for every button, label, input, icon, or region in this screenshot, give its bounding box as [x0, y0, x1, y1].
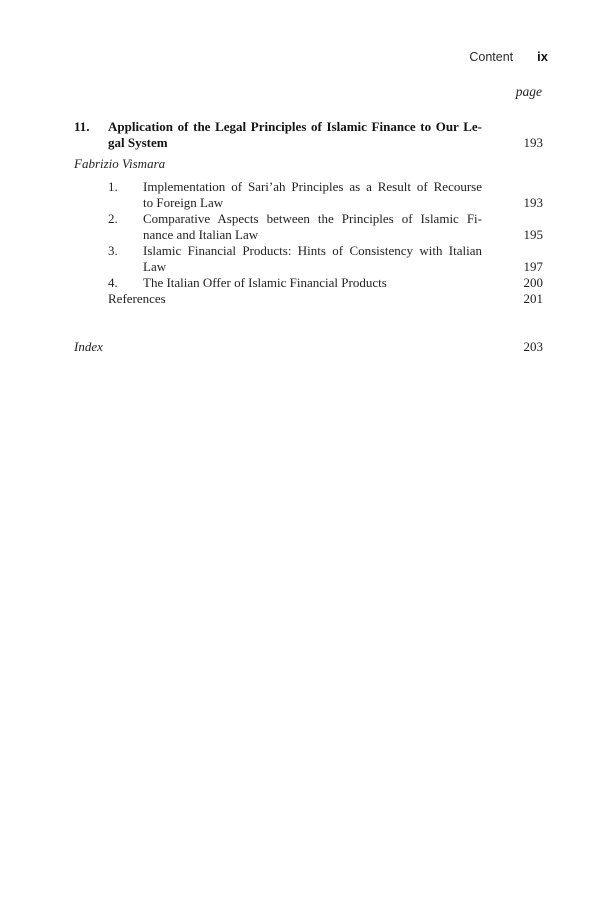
chapter-author: Fabrizio Vismara: [74, 156, 166, 171]
section-entry: [108, 179, 543, 211]
chapter-page-number: 193: [523, 135, 543, 150]
section-page-number: 193: [523, 195, 543, 210]
running-header: [469, 49, 548, 64]
section-number: 4.: [108, 275, 118, 290]
section-title-line: The Italian Offer of Islamic Financial Products: [143, 275, 387, 290]
section-title: [143, 179, 482, 211]
references-page-number: 201: [523, 291, 543, 306]
page-column-label: page: [515, 84, 542, 99]
references-label: References: [108, 291, 166, 306]
section-title: [143, 211, 482, 243]
chapter-title-line: gal System: [108, 135, 168, 150]
section-page-number: 200: [523, 275, 543, 290]
section-entry: [108, 211, 543, 243]
index-label: Index: [74, 339, 103, 354]
index-page-number: 203: [523, 339, 543, 354]
section-title-line: nance and Italian Law: [143, 227, 259, 242]
chapter-title: [108, 119, 482, 151]
section-entry: [108, 243, 543, 275]
section-number: 2.: [108, 211, 118, 226]
section-title-line: Law: [143, 259, 167, 274]
running-header-title: Content: [469, 50, 514, 64]
chapter-entry: [74, 119, 543, 151]
section-page-number: 195: [523, 227, 543, 242]
section-page-number: 197: [523, 259, 543, 274]
section-title: [143, 275, 482, 291]
index-entry: [74, 339, 543, 355]
section-title-line: Comparative Aspects between the Principles of Islamic Fi-: [143, 211, 482, 226]
chapter-title-line: Application of the Legal Principles of Islamic Finance to Our Le-: [108, 119, 482, 134]
section-title-line: Implementation of Sari’ah Principles as a Result of Recourse: [143, 179, 482, 194]
section-title-line: to Foreign Law: [143, 195, 224, 210]
references-entry: [108, 291, 543, 307]
section-title: [143, 243, 482, 275]
section-number: 1.: [108, 179, 118, 194]
table-of-contents: [74, 119, 543, 355]
section-number: 3.: [108, 243, 118, 258]
section-title-line: Islamic Financial Products: Hints of Consistency with Italian: [143, 243, 482, 258]
page-folio-roman: ix: [537, 49, 548, 64]
chapter-section-list: [74, 179, 543, 307]
section-entry: [108, 275, 543, 291]
chapter-number: 11.: [74, 119, 90, 134]
